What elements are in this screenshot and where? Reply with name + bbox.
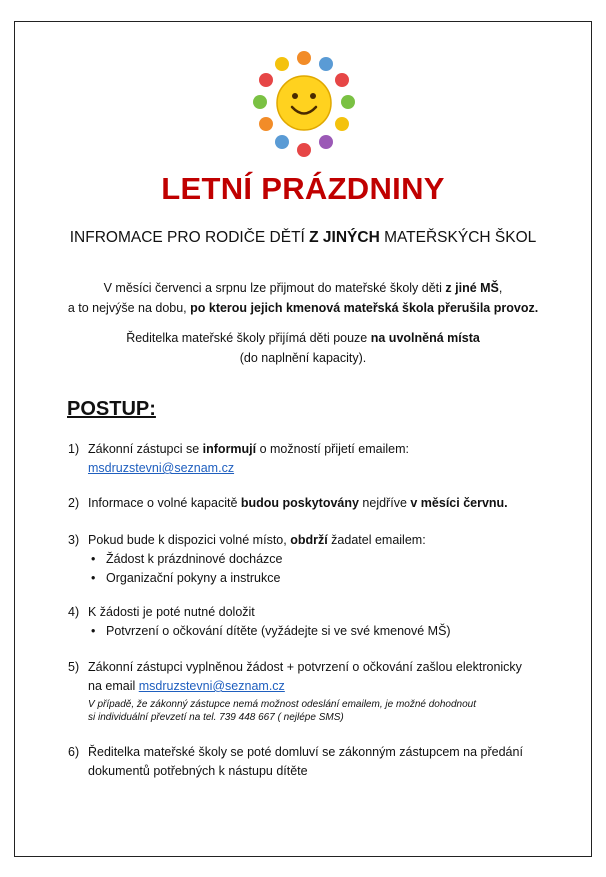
- child-figure: [259, 117, 273, 131]
- child-figure: [259, 73, 273, 87]
- intro-line4: (do naplnění kapacity).: [239, 351, 367, 365]
- intro-paragraph-2: [0, 328, 606, 368]
- bullet-item: • Žádost k prázdninové docházce: [88, 550, 568, 569]
- sun-children-logo: [252, 46, 356, 160]
- intro-line2-bold: po kterou jejich kmenová mateřská škola přerušila provoz.: [190, 301, 539, 315]
- intro-line3-bold: na uvolněná místa: [370, 331, 480, 345]
- child-figure: [297, 143, 311, 157]
- step-1-bold: informují: [202, 442, 257, 456]
- step-6: [68, 743, 568, 781]
- step-3-post: žadatel emailem:: [327, 533, 426, 547]
- subtitle-post: MATEŘSKÝCH ŠKOL: [379, 229, 537, 246]
- child-figure: [335, 117, 349, 131]
- step-4: [68, 603, 568, 641]
- postup-heading: POSTUP:: [67, 398, 156, 420]
- step-number: 6): [68, 745, 80, 759]
- step-1: [68, 440, 568, 478]
- step-number: 2): [68, 496, 80, 510]
- step-number: 4): [68, 605, 80, 619]
- step-2-pre: Informace o volné kapacitě: [88, 496, 241, 510]
- step-2-bold1: budou poskytovány: [240, 496, 359, 510]
- sun-eye: [310, 93, 316, 99]
- step-2: [68, 494, 568, 513]
- child-figure: [335, 73, 349, 87]
- intro-line2-pre: a to nejvýše na dobu,: [67, 301, 191, 315]
- child-figure: [275, 135, 289, 149]
- page-subtitle: [0, 229, 606, 247]
- email-link[interactable]: msdruzstevni@seznam.cz: [138, 679, 285, 693]
- intro-line1-bold: z jiné MŠ: [445, 281, 499, 295]
- intro-line1-post: ,: [498, 281, 503, 295]
- step-5-line1: Zákonní zástupci vyplněnou žádost + potvrzení o očkování zašlou elektronicky: [88, 660, 522, 674]
- step-1-post: o možností přijetí emailem:: [256, 442, 409, 456]
- step-4-text: K žádosti je poté nutné doložit: [88, 605, 255, 619]
- intro-line1-pre: V měsíci červenci a srpnu lze přijmout do mateřské školy děti: [103, 281, 446, 295]
- page-title: LETNÍ PRÁZDNINY: [161, 171, 445, 206]
- step-number: 1): [68, 442, 80, 456]
- step-3-bold: obdrží: [290, 533, 328, 547]
- sun-face: [277, 76, 331, 130]
- child-figure: [297, 51, 311, 65]
- step-number: 5): [68, 660, 80, 674]
- step-1-pre: Zákonní zástupci se: [88, 442, 203, 456]
- bullet-item: • Organizační pokyny a instrukce: [88, 569, 568, 588]
- child-figure: [275, 57, 289, 71]
- step-5: [68, 658, 568, 724]
- sun-eye: [292, 93, 298, 99]
- email-link[interactable]: msdruzstevni@seznam.cz: [88, 461, 235, 475]
- step-3-pre: Pokud bude k dispozici volné místo,: [88, 533, 291, 547]
- step-number: 3): [68, 533, 80, 547]
- subtitle-bold: Z JINÝCH: [309, 229, 380, 246]
- step-2-mid: nejdříve: [358, 496, 411, 510]
- bullet-item: • Potvrzení o očkování dítěte (vyžádejte si ve své kmenové MŠ): [88, 622, 568, 641]
- subtitle-pre: INFROMACE PRO RODIČE DĚTÍ: [69, 229, 310, 246]
- step-6-line1: Ředitelka mateřské školy se poté domluví se zákonným zástupcem na předání: [88, 745, 523, 759]
- step-5-line2-pre: na email: [88, 679, 139, 693]
- child-figure: [253, 95, 267, 109]
- intro-line3-pre: Ředitelka mateřské školy přijímá děti pouze: [126, 331, 371, 345]
- step-5-note-2: si individuální převzetí na tel. 739 448 667 ( nejlépe SMS): [88, 712, 344, 723]
- child-figure: [319, 135, 333, 149]
- step-3: [68, 531, 568, 588]
- step-2-bold2: v měsíci červnu.: [410, 496, 508, 510]
- child-figure: [319, 57, 333, 71]
- step-5-note-1: V případě, že zákonný zástupce nemá možnost odeslání emailem, je možné dohodnout: [88, 699, 477, 710]
- intro-paragraph-1: [0, 278, 606, 318]
- child-figure: [341, 95, 355, 109]
- step-6-line2: dokumentů potřebných k nástupu dítěte: [88, 764, 308, 778]
